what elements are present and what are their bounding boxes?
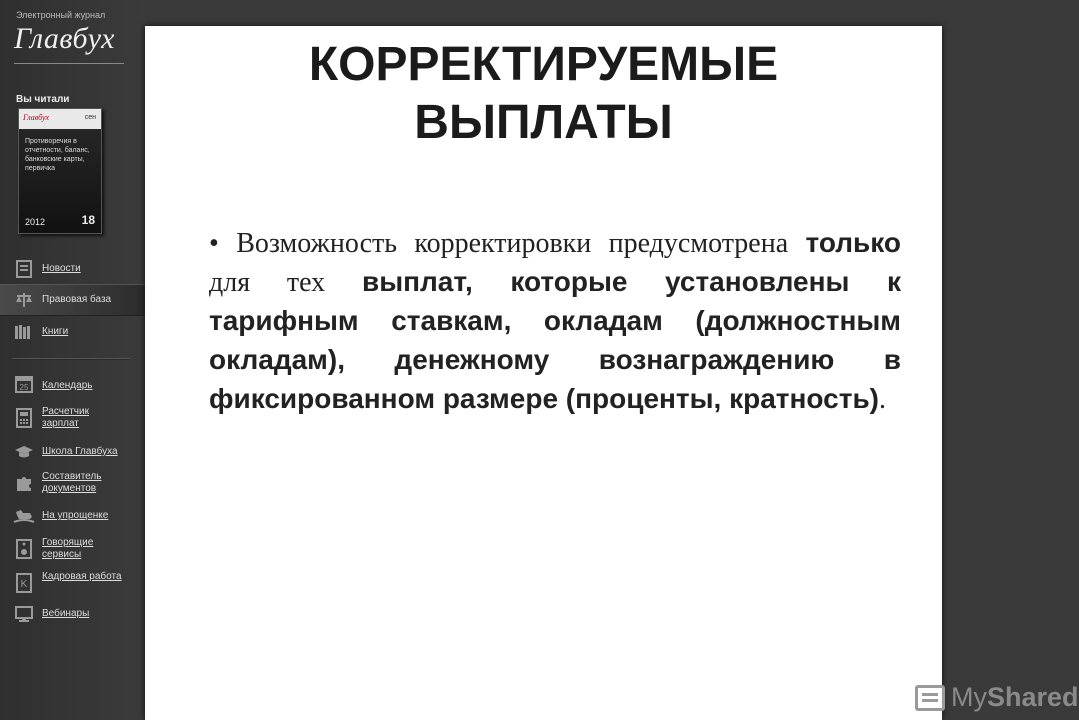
brand-logo[interactable]: Главбух xyxy=(14,22,115,55)
bullet-segment-bold-2: выплат, которые установлены к тарифным ставкам, окладам (должностным окладам), денежному вознаграждению в фиксированном размере (проценты, кратность) xyxy=(209,266,901,414)
sidebar-item-label: Правовая база xyxy=(42,294,112,305)
magazine-cover-header xyxy=(19,109,101,129)
sidebar xyxy=(0,0,145,720)
newspaper-icon xyxy=(14,259,34,279)
personnel-icon xyxy=(14,573,34,593)
sidebar-divider xyxy=(12,358,130,360)
watermark-text-part-2: Shared xyxy=(987,682,1079,712)
monitor-icon xyxy=(14,604,34,624)
bullet-segment-regular-1: Возможность корректировки предусмотрена xyxy=(218,228,806,259)
presentation-icon xyxy=(915,685,945,711)
sidebar-item-label: Говорящие сервисы xyxy=(42,537,94,560)
magazine-cover[interactable] xyxy=(18,108,102,234)
sidebar-item-books[interactable] xyxy=(0,320,145,344)
sidebar-item-label: Вебинары xyxy=(42,608,90,619)
sidebar-item-label: Расчетчик зарплат xyxy=(42,406,89,429)
slide xyxy=(145,26,1079,720)
recently-read-heading: Вы читали xyxy=(16,94,70,105)
sidebar-item-label: Новости xyxy=(42,263,81,274)
calculator-icon xyxy=(14,408,34,428)
slide-title xyxy=(145,36,942,152)
mysharedwatermark xyxy=(915,682,1079,713)
sidebar-item-label: Школа Главбуха xyxy=(42,446,118,457)
sidebar-item-label: Календарь xyxy=(42,380,93,391)
brand-subtitle: Электронный журнал xyxy=(16,10,106,20)
sidebar-item-legal-base[interactable] xyxy=(0,284,145,316)
bullet-segment-bold-1: только xyxy=(805,227,901,258)
sidebar-item-calendar[interactable] xyxy=(0,372,145,396)
scales-icon xyxy=(14,290,34,310)
watermark-text xyxy=(951,682,1079,713)
sidebar-item-label: Книги xyxy=(42,326,69,337)
slide-title-line-1: КОРРЕКТИРУЕМЫЕ xyxy=(308,38,779,91)
sidebar-item-document-builder[interactable] xyxy=(0,468,145,498)
bullet-marker: • xyxy=(209,228,219,259)
magazine-logo: Главбух xyxy=(23,113,49,122)
sidebar-item-label: Кадровая работа xyxy=(42,571,122,582)
slide-title-line-2: ВЫПЛАТЫ xyxy=(414,96,673,149)
magazine-year: 2012 xyxy=(25,217,46,227)
books-icon xyxy=(14,322,34,342)
svg-text:K: K xyxy=(20,579,28,590)
graduation-cap-icon xyxy=(14,442,34,462)
watermark-text-part-1: My xyxy=(951,682,987,712)
sidebar-item-webinars[interactable] xyxy=(0,602,145,626)
slide-bullet-text xyxy=(209,224,901,419)
sidebar-item-label: На упрощенке xyxy=(42,510,109,521)
speaker-icon xyxy=(14,539,34,559)
brand-logo-underline xyxy=(14,63,124,64)
bullet-segment-regular-3: . xyxy=(879,384,886,415)
puzzle-icon xyxy=(14,473,34,493)
sidebar-item-news[interactable] xyxy=(0,256,145,282)
calendar-icon xyxy=(14,374,34,394)
magazine-topics: Противоречия в отчетности, баланс, банковские карты, первичка xyxy=(25,138,90,172)
svg-text:25: 25 xyxy=(19,383,29,392)
sidebar-item-label: Составитель документов xyxy=(42,471,102,494)
sidebar-item-simplified-tax[interactable] xyxy=(0,504,145,528)
sidebar-item-talking-services[interactable] xyxy=(0,534,145,564)
sidebar-item-salary-calculator[interactable] xyxy=(0,404,145,434)
sidebar-item-hr-work[interactable] xyxy=(0,568,145,598)
bullet-segment-regular-2: для тех xyxy=(209,267,362,298)
magazine-month: сен xyxy=(84,114,96,121)
rocking-horse-icon xyxy=(14,506,34,526)
magazine-issue-number: 18 xyxy=(81,213,95,227)
sidebar-item-school[interactable] xyxy=(0,440,145,464)
